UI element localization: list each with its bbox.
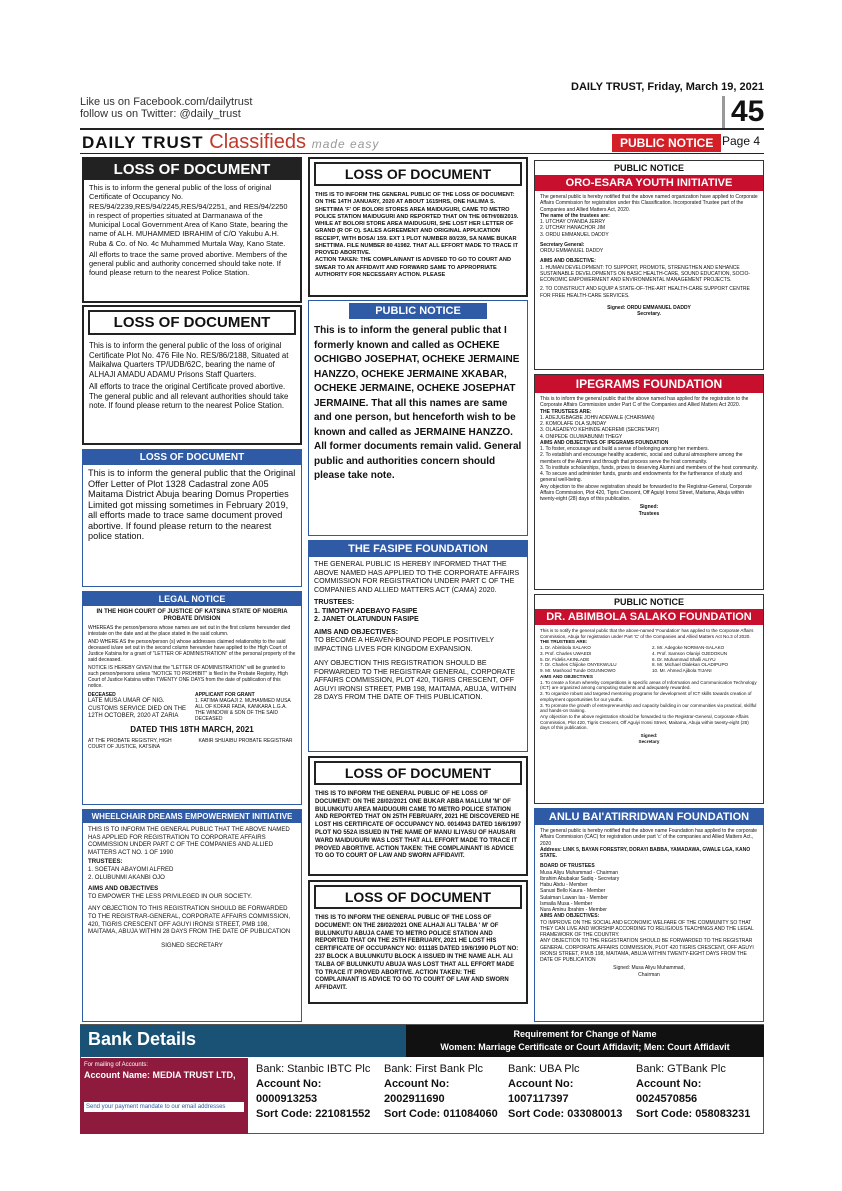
trustee: 7. Dr. Charles Chijioke ONYEKWULU	[540, 662, 617, 668]
signed: Signed:	[640, 733, 658, 739]
req-title: Requirement for Change of Name	[513, 1029, 657, 1039]
name-change-requirement	[406, 1025, 764, 1057]
trustee: 1. Dr. Abimbola SALAKO	[540, 645, 591, 651]
ad-title: LOSS OF DOCUMENT	[83, 450, 301, 465]
trustee: 2. UTCHAY HANACHOR JIM	[540, 225, 606, 232]
col2-loss-ad-1	[308, 157, 528, 297]
notice-label: PUBLIC NOTICE	[613, 597, 684, 607]
trustee: 9. Mr. Mashood Tunde OGUNNOWO	[540, 668, 616, 674]
aims-label: AIMS AND OBJECTIVES:	[314, 627, 399, 636]
aims: TO EMPOWER THE LESS PRIVILEGED IN OUR SOCIETY.	[88, 892, 252, 900]
account-number: Account No: 0024570856	[636, 1078, 702, 1105]
aim: 1. HUMAN DEVELOPMENT: TO SUPPORT, PROMOTE, STRENGTHEN AND ENHANCE SUSTAINABLE DEVELOPMENTS ON BASIC HEALTH-CARE, SOUND EDUCATION, SOCIO-ECONOMIC EMPOWERMENT AND ENVIRONMENTAL MANAGEMENT PROJECTS.	[540, 264, 751, 283]
court-name: IN THE HIGH COURT OF JUSTICE OF KATSINA STATE OF NIGERIA PROBATE DIVISION	[96, 609, 288, 623]
registrar: KABIR SHUAIBU PROBATE REGISTRAR	[198, 737, 293, 744]
account-name: Account Name: MEDIA TRUST LTD,	[84, 1070, 236, 1080]
ad-text: THIS IS TO INFORM THE GENERAL PUBLIC OF THE LOSS OF DOCUMENT: ON THE 14TH JANUARY, 2020 AT ABOUT 1615HRS, ONE HALIMA S. SHETTIMA 'F' OF BOLORI STORES AREA MAIDUGURI, CAME TO METRO POLICE STATION MAIDUGURI AND REPORTED THAT ON THE 06TH/08/2019. WHILE AT BOLORI STORE AREA MAIDUGURI, SHE LOST HER LETTER OF GRAND (R OF O). SALES AGREEMENT AND ORIGINAL APPLICATION RECEIPT, WITH BOSA/ 159. EXT 1 PLOT NUMBER 80/239, SA NAME BUKAR SHETTIMA. FILE NUMBER 80 41982. THAT ALL EFFORT MADE TO TRACE IT PROVED ABORTIVE.	[315, 192, 519, 257]
trustee: 8. Mr. Michael Olalekan OLADIPUPO	[652, 662, 729, 668]
trustee: 2. JANET OLATUNDUN FASIPE	[314, 615, 419, 623]
header-divider-2	[80, 153, 764, 154]
trustee: Sanusi Bello Kaura - Member	[540, 888, 606, 895]
ad-text: This is to inform the general public that the Original Offer Letter of Plot 1328 Cadastral zone A05 Maitama District Abuja bearing Domus Properties Limited got missing sometimes in February 2019, all efforts made to trace same document proved abortive. If found please return to the nearest police station.	[88, 468, 296, 542]
trustee: 2. KOMOLAFE OLA SUNDAY	[540, 421, 607, 427]
bank-firstbank	[384, 1062, 512, 1122]
aim: 1. To create a forum whereby competitions in specific areas of Information and Communication Technology (ICT) are organized among computing students and adequately rewarded.	[540, 679, 757, 691]
trustee: 10. Mr. Ahmed Ajibola TIJANI	[652, 668, 712, 674]
trustee: Sulaiman Lawan Isa - Member	[540, 894, 608, 901]
trustee: 1. SOETAN ABAYOMI ALFRED	[88, 866, 174, 874]
ad-text: This is to inform the general public of the loss of original Certificate Plot No. 476 File No. RES/86/2188, Situated at Maikalwa Quarters TP/UDB/62C, bearing the name of ALHAJI AMADU ADAMU Prisons Staff Quarters.	[89, 341, 289, 380]
signed-role: Secretary.	[637, 311, 661, 317]
public-notice-tag: PUBLIC NOTICE	[612, 134, 721, 152]
trustee: 3. Prof. Charles UWAEDI	[540, 650, 592, 656]
header-divider	[80, 128, 764, 130]
address: Address: LINK 5, BAYAN FORESTRY, DORAYI BABBA, YAMADAWA, GWALE LGA, KANO STATE.	[540, 846, 751, 859]
account-name-panel	[80, 1058, 248, 1134]
aims-label: AIMS AND OBJECTIVES	[88, 885, 159, 893]
logo-text: DAILY TRUST	[82, 133, 204, 152]
signed-role: Trustees	[638, 510, 660, 517]
para-2: AND WHERE AS the person/person (s) whose addresses claimed relationship to the said deceased is/are set out in the second column hereunder have applied to the High Court of Justice Katsina for a grant of "LETTER OF ADMINISTRATION" of the personal property of the said deceased.	[88, 639, 296, 664]
intro: This is to notify the general public that the above-named 'Foundation' has applied to the Corporate Affairs Commission, Abuja for registration under Part 'C' of the Companies and Allied Matters Act No.3 of 2020.	[540, 628, 754, 639]
trustee: 4. ONIPEDE OLUWABUNMI THEGY	[540, 433, 623, 440]
social-links	[80, 96, 252, 120]
ad-title: LOSS OF DOCUMENT	[314, 162, 522, 186]
trustee: Nura Aminu Ibrahim - Member	[540, 907, 607, 913]
trustee: 5. Dr. Fidelis AKINLADE	[540, 656, 590, 662]
ad-title: LOSS OF DOCUMENT	[84, 159, 300, 180]
trustee: 1. TIMOTHY ADEBAYO FASIPE	[314, 606, 418, 615]
col1-loss-ad-1	[82, 157, 302, 303]
intro: THIS IS TO INFORM THE GENERAL PUBLIC THAT THE ABOVE NAMED HAS APPLIED FOR REGISTRATION TO CORPORATE AFFAIRS COMMISSION UNDER PART C OF THE COMPANIES AND ALLIED MATTERS ACT NO. 1 OF 1990	[88, 826, 290, 856]
trustees-label: BOARD OF TRUSTEES	[540, 863, 595, 870]
aim: 3. To institute scholarships, funds, prizes to deserving Alumni and members of the host community.	[540, 464, 758, 471]
send-note: Send your payment mandate to our email addresses	[84, 1102, 244, 1112]
ad-title: WHEELCHAIR DREAMS EMPOWERMENT INITIATIVE	[83, 810, 301, 823]
sort-code: Sort Code: 058083231	[636, 1108, 751, 1120]
bank-name: Bank: UBA Plc	[508, 1063, 580, 1075]
page-tag: Page 4	[722, 134, 761, 148]
bank-name: Bank: First Bank Plc	[384, 1063, 484, 1075]
ad-title: PUBLIC NOTICE	[349, 303, 487, 319]
notice-label: PUBLIC NOTICE	[613, 163, 684, 173]
aims-label: AIMS AND OBJECTIVES:	[540, 913, 600, 920]
aim: 2. To establish and encourage healthy academic, social and cultural atmosphere among the members of the Alumni and through that process serve the host community.	[540, 452, 743, 465]
aims-label: AIMS AND OBJECTIVES OF IPEGRAMS FOUNDATION	[540, 439, 669, 446]
ad-title: ANLU BAI'ATIRRIDWAN FOUNDATION	[535, 809, 763, 825]
aims-label: AIMS AND OBJECTIVES	[540, 673, 593, 679]
sec-label: Secretary General:	[540, 241, 585, 248]
bank-gtbank	[636, 1062, 764, 1122]
secretary: ORDU EMMANUEL DADDY	[540, 248, 604, 254]
ad-title: THE FASIPE FOUNDATION	[309, 541, 527, 557]
sort-code: Sort Code: 011084060	[384, 1108, 498, 1120]
trustees-label: THE TRUSTEES ARE:	[540, 639, 588, 645]
dated: DATED THIS 18TH MARCH, 2021	[130, 725, 254, 735]
ad-title: LEGAL NOTICE	[83, 592, 301, 606]
col2-fasipe-ad	[308, 540, 528, 752]
registry: AT THE PROBATE REGISTRY, HIGH COURT OF JUSTICE, KATSINA	[88, 737, 172, 750]
trustee: Ismaila Musa - Member	[540, 900, 593, 907]
page-number: 45	[722, 96, 764, 128]
aim: 3. To promote the growth of entrepreneurship and capacity building in our communities via practical, skillful and hands-on training.	[540, 702, 757, 714]
intro: The general public is hereby notified that the above name Foundation has applied to the corporate Affairs Commission (CAC) for registration under part 'c' of the companies and Allied Matters Act., 2020	[540, 828, 758, 847]
col-applicant-label: APPLICANT FOR GRANT	[195, 692, 255, 699]
intro: This is to inform the general public that the above named has applied for the registration to the Corporate Affairs Commission under Part C of the Companies and Allied Matters Act 2020.	[540, 396, 749, 409]
trustee: Ibrahim Abubakar Sadiq - Secretary	[540, 875, 620, 882]
section-title: Classifieds	[209, 131, 306, 153]
trustees-label: TRUSTEES:	[314, 598, 355, 606]
ad-text: THIS IS TO INFORM THE GENERAL PUBLIC OF HE LOSS OF DOCUMENT: ON THE 28/02/2021 ONE BUKAR ABBA MALLUM 'M' OF BULUNKUTU AREA MAIDUGURI CAME TO METRO POLICE STATION AND REPORTED THAT ON 25TH FEBRUARY, 2021 HE DISCOVERED HE LOST HIS CERTIFICATE OF OCCUPANCY NO. 0014943 DATED 16/6/1997 PLOT NO 552A ISSUED IN THE NAME OF MANU ILIYASU OF HAUSARI WARD MAIDUGURI WAS LOST THAT ALL EFFORT MADE TO TRACE IT PROVED ABORTIVE. ACTION TAKEN: THE COMPLAINANT IS ADVICE TO GO TO COURT OF LAW AND SWORN AFFIDAVIT.	[315, 791, 521, 860]
signed-role: Chairman	[638, 971, 660, 978]
ad-title: LOSS OF DOCUMENT	[88, 310, 296, 335]
ad-title: IPEGRAMS FOUNDATION	[535, 375, 763, 393]
account-number: Account No: 1007117397	[508, 1078, 574, 1105]
ad-text-2: All efforts to trace the same proved abortive. Members of the general public and authority concerned should take note. If found please return to the nearest Police Station.	[89, 249, 288, 278]
ad-title: LOSS OF DOCUMENT	[314, 761, 522, 785]
objection: Any objection to the above registration should be forwarded to the Registrar-General, Corporate Affairs Commission, Plot 420, Tigris Crescent, Off Aguiyi Ironsi Street, Maitama, Abuja within twenty-eight (28) days of this publication.	[540, 483, 752, 502]
ad-text: THIS IS TO INFORM THE GENERAL PUBLIC OF THE LOSS OF DOCUMENT: ON THE 28/02/2021 ONE ALHAJI ALI TALBA ' M' OF BULUNKUTU ABUJA CAME TO METRO POLICE STATION AND REPORTED THAT ON THE 25TH FEBRUARY, 2021 HE LOST HIS CERTIFICATE OF OCCUPANCY NO: 011185 DATED 19/6/1990 PLOT NO: 237 BLOCK A BULUNKUTU BLOCK A ISSUED IN THE NAME ALH. ALI TALBA OF BULUNKUTU ABUJA WAS LOST THAT ALL EFFORT MADE TO TRACE IT PROVED ABORTIVE. ACTION TAKEN: THE COMPLAINANT IS ADVICE TO GO TO COURT OF LAW AND SWORN AFFIDAVIT.	[315, 915, 519, 992]
signed-role: Secretary	[638, 738, 660, 744]
para-1: WHEREAS the person/persons whose names are set out in the first column hereunder died intestate on the date and at the place stated in the said column.	[88, 625, 291, 638]
objection: ANY OBJECTION TO THIS REGISTRATION SHOULD BE FORWARDED TO THE REGISTRAR-GENERAL, CORPORATE AFFAIRS COMMISSION, 420, TIGRIS CRESCENT OFF AGUYI IRONSI STREET, PMB 198, MAITAMA, ABUJA WITHIN 28 DAYS FROM THE DATE OF PUBLICATION	[88, 905, 291, 936]
trustee: 3. OLAGADEYO KEHINDE ADEREMI (SECRETARY)	[540, 427, 660, 434]
facebook-link[interactable]: Like us on Facebook.com/dailytrust	[80, 96, 253, 108]
trustees-label: TRUSTEES:	[88, 858, 123, 866]
ad-title: ORO-ESARA YOUTH INITIATIVE	[535, 175, 763, 191]
bank-name: Bank: Stanbic IBTC Plc	[256, 1063, 371, 1075]
bank-details-title: Bank Details	[80, 1025, 406, 1057]
signed: SIGNED SECRETARY	[161, 941, 223, 949]
trustee: Habu Abdu - Member	[540, 882, 588, 888]
trustee: Musa Aliyu Muhammad - Chairman	[540, 869, 619, 876]
deceased: LATE MUSA UMAR OF NIG. CUSTOMS SERVICE DIED ON THE 12TH OCTOBER, 2020 AT ZARIA	[88, 698, 187, 719]
signed: Signed:	[639, 504, 659, 511]
classifieds-logo	[82, 131, 379, 154]
sort-code: Sort Code: 033080013	[508, 1108, 623, 1120]
sort-code: Sort Code: 221081552	[256, 1108, 371, 1120]
aim: 4. To secure and administer funds, grants and endowments for the furtherance of study and general well-being.	[540, 471, 742, 484]
twitter-link[interactable]: follow us on Twitter: @daily_trust	[80, 108, 241, 120]
bank-stanbic	[256, 1062, 384, 1122]
intro: The general public is hereby notified that the above named organization have applied to Corporate Affairs Commission for registration under this Classification. Incorporated Trustee part of the Companies and Allied Matters Act, 2020.	[540, 194, 758, 213]
col3-oro-esara-ad	[534, 160, 764, 370]
trustees-label: THE TRUSTEES ARE:	[540, 408, 592, 415]
trustee: 4. Prof. Samson Olaniyi OJEDOKUN	[652, 650, 728, 656]
objection: Any objection to the above registration should be forwarded to the Registrar-General, Corporate Affairs Commission, Plot 420, Tigris Crescent, Off Aguiyi Ironsi Street, Maitama, Abuja within twenty-eight (28) days of this publication.	[540, 714, 749, 731]
aim: 2. To organize robust and targeted mentoring programs for development of ICT skills towards creation of employment opportunities for our youths.	[540, 691, 752, 702]
col3-salako-ad	[534, 594, 764, 804]
ad-text: This is to inform the general public that I formerly known and called as OCHEKE OCHIGBO JOSEPHAT, OCHEKE JERMAINE HANZZO, OCHEKE JERMAINE XKABAR, OCHEKE JERMAINE, OCHEKE JOSEPHAT JERMAINE. That all this names are same and one person, but henceforth wish to be known and called as JERMAINE HANZZO. All former documents remain valid. General public and authorities concern should please take note.	[314, 325, 522, 481]
col3-anlu-ad	[534, 808, 764, 1022]
ad-title: DR. ABIMBOLA SALAKO FOUNDATION	[535, 609, 763, 625]
intro: THE GENERAL PUBLIC IS HEREBY INFORMED THAT THE ABOVE NAMED HAS APPLIED TO THE CORPORATE AFFAIRS COMMISSION FOR REGISTRATION UNDER PART C OF THE COMPANIES AND ALLIED MATTERS ACT (CAMA) 2020.	[314, 560, 520, 594]
pay-note: For mailing of Accounts:	[84, 1062, 149, 1068]
trustee: 2. Mr. Adegoke NORMAN-SALAKO	[652, 645, 725, 651]
applicants: 1. FATIMA MAGAJI 2. MUHAMMED MUSA ALL OF KOFAR FADA, KANKARA L.G.A. THE WINDOW & SON OF THE SAID DECEASED	[195, 698, 291, 723]
bank-name: Bank: GTBank Plc	[636, 1063, 726, 1075]
para-3: NOTICE IS HEREBY GIVEN that the "LETTER OF ADMINISTRATION" will be granted to such person/persons unless "NOTICE TO PROHIBIT" is filed in the Probate Registry, High Court of Justice Katsina within TWENTY ONE DAYS from the date of publication of this notice.	[88, 665, 288, 690]
col1-loss-ad-2	[82, 305, 302, 445]
col2-loss-ad-2	[308, 756, 528, 876]
issue-date: DAILY TRUST, Friday, March 19, 2021	[571, 81, 764, 93]
trustee: 3. ORDU EMMANUEL DADDY	[540, 231, 609, 238]
bank-uba	[508, 1062, 636, 1122]
aims-label: AIMS AND OBJECTIVE:	[540, 258, 596, 265]
aims: TO BECOME A HEAVEN-BOUND PEOPLE POSITIVELY IMPACTING LIVES FOR KINGDOM EXPANSION.	[314, 636, 495, 653]
col1-loss-ad-3	[82, 449, 302, 587]
col1-legal-notice	[82, 591, 302, 805]
req-detail: Women: Marriage Certificate or Court Affidavit; Men: Court Affidavit	[440, 1042, 730, 1052]
col3-ipegrams-ad	[534, 374, 764, 590]
trustee: 1. ADEJUGBAGBE JOHN ADEWALE (CHAIRMAN)	[540, 414, 655, 421]
ad-title: LOSS OF DOCUMENT	[314, 885, 522, 909]
account-number: Account No: 0000913253	[256, 1078, 322, 1105]
trustee: 2. OLUBUNMI AKANBI OJO	[88, 873, 165, 881]
col2-public-notice	[308, 300, 528, 536]
aims: TO IMPROVE ON THE SOCIAL AND ECONOMIC WELFARE OF THE COMMUNITY SO THAT THEY CAN LIVE AND WORSHIP ACCORDING TO RELIGIOUS TEACHINGS AND THE LEGAL FRAMEWORK OF THE COUNTRY.	[540, 919, 754, 938]
col-deceased-label: DECEASED	[88, 692, 116, 699]
section-tagline: made easy	[311, 137, 380, 151]
trustees-label: The name of the trustees are:	[540, 212, 610, 219]
col2-loss-ad-3	[308, 880, 528, 1004]
signed: Signed: Musa Aliyu Muhammad,	[613, 965, 685, 972]
account-number: Account No: 2002911690	[384, 1078, 450, 1105]
objection: ANY OBJECTION TO THE REGISTRATION SHOULD BE FORWARDED TO THE REGISTRAR GENERAL CORPORATE AFFAIRS COMMISSION, PLOT 420 TIGRIS CRESCENT, OFF AGUYI IRONSI STREET, P.M.B 198, MAITAMA, ABUJA WITHIN TWENTY-EIGHT DAYS FROM THE DATE OF PUBLICATION	[540, 938, 754, 963]
trustee: 6. Dr. Muhammad Shafii ALIYU	[652, 656, 716, 662]
ad-text-2: All efforts to trace the original Certificate proved abortive. The general public and all relevant authorities should take note. If found please return to the nearest Police Station.	[89, 381, 289, 411]
objection: ANY OBJECTION THIS REGISTRATION SHOULD BE FORWARDED TO THE REGISTRAR GENERAL, CORPORATE AFFAIRS COMMISSION, PLOT 420, TIGRIS CRESCENT, OFF AGUYI IRONSI STREET, PMB 198, MAITAMA, ABUJA, WITHIN 28 DAYS FROM THE DATE OF THIS PUBLICATION.	[314, 659, 517, 701]
action: ACTION TAKEN: THE COMPLAINANT IS ADVISED TO GO TO COURT AND SWEAR TO AN AFFIDAVIT AND FORWARD SAME TO APPROPRIATE AUTHORITY FOR NECESSARY ACTION. PLEASE	[315, 257, 511, 278]
aim: 2. TO CONSTRUCT AND EQUIP A STATE-OF-THE-ART HEALTH-CARE SUPPORT CENTRE FOR FREE HEALTH-CARE SERVICES.	[540, 286, 750, 299]
trustee: 1. UTCHAY OYANDA JERRY	[540, 219, 606, 225]
signed: Signed: ORDU EMMANUEL DADDY	[607, 304, 691, 311]
aim: 1. To foster, encourage and build a sense of belonging among her members.	[540, 446, 709, 452]
col1-wheelchair-ad	[82, 809, 302, 1022]
ad-text: This is to inform the general public of the loss of original Certificate of Occupancy No. RES/94/2239,RES/94/2245,RES/94/2251, and RES/94/2250 in respect of properties situated at Darmanawa of the Municipal Local Government Area of Kano State, bearing the name of ALH. MUHAMMED IBRAHIM of C/O Yakubu A.H. Ruba & Co. of No. 4c Muhammed Murtala Way, Kano State.	[89, 183, 288, 248]
